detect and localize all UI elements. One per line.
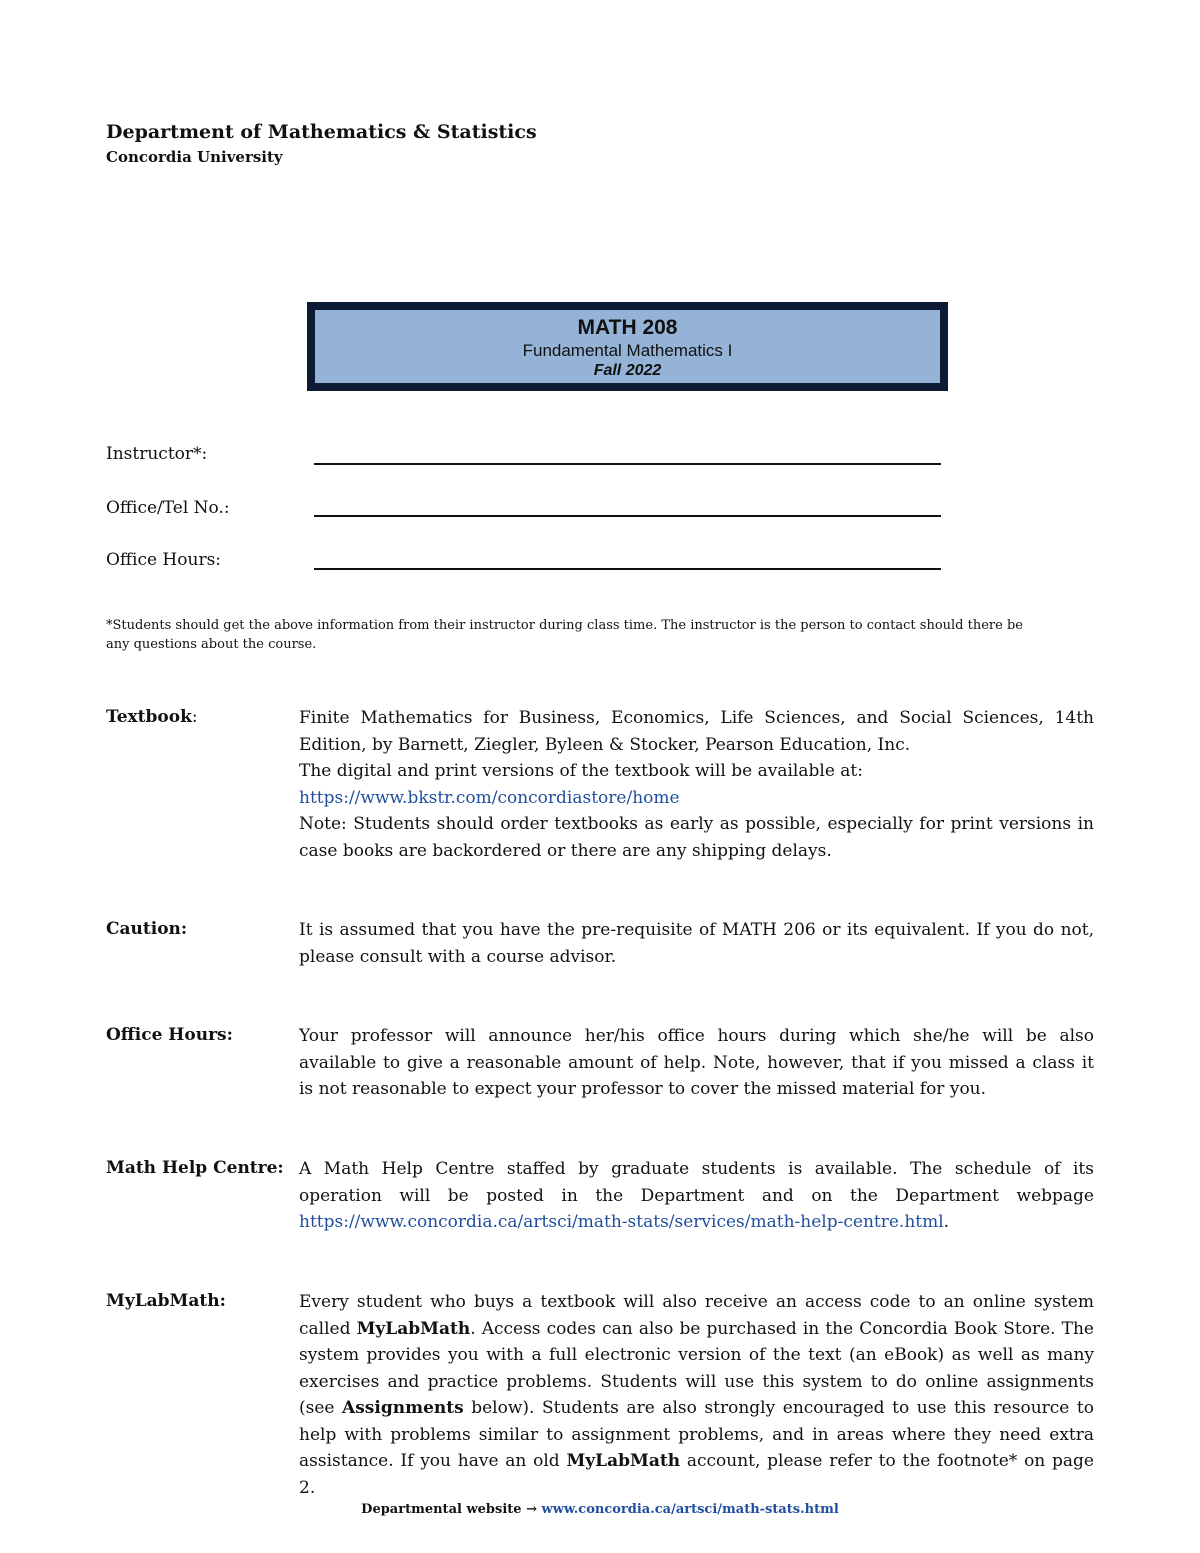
footer-label: Departmental website → bbox=[361, 1502, 537, 1517]
caution-line: please consult with a course advisor. bbox=[299, 946, 617, 967]
textbook-line: Edition, by Barnett, Ziegler, Byleen & Stocker, Pearson Education, Inc. bbox=[299, 734, 911, 755]
mylabmath-bold: MyLabMath bbox=[566, 1451, 681, 1471]
course-name: Fundamental Mathematics I bbox=[522, 341, 733, 360]
mylabmath-line: system provides you with a full electronic version of the text (an eBook) as well as many bbox=[299, 1345, 1094, 1365]
link-suffix: . bbox=[943, 1212, 950, 1232]
mylabmath-line bbox=[299, 1448, 1094, 1501]
textbook-line: The digital and print versions of the textbook will be available at: bbox=[299, 761, 863, 781]
caution-line: It is assumed that you have the pre-requisite of MATH 206 or its equivalent. If you do not, bbox=[299, 920, 1094, 940]
mylabmath-bold: MyLabMath bbox=[356, 1318, 471, 1339]
mylabmath-line bbox=[299, 1316, 1094, 1343]
math-help-line: operation will be posted in the Department and on the Department webpage bbox=[299, 1185, 1094, 1206]
office-hours-heading: Office Hours: bbox=[106, 1025, 233, 1045]
course-code: MATH 208 bbox=[577, 316, 678, 339]
caution-label: Caution: bbox=[106, 919, 188, 939]
math-help-line bbox=[299, 1209, 1094, 1236]
info-footnote bbox=[106, 616, 1086, 654]
caution-body bbox=[299, 917, 1094, 970]
office-hours-blank-line bbox=[314, 568, 941, 570]
department-name: Department of Mathematics & Statistics bbox=[106, 121, 537, 143]
instructor-label: Instructor*: bbox=[106, 444, 208, 464]
math-help-centre-link[interactable]: https://www.concordia.ca/artsci/math-stats/services/math-help-centre.html bbox=[299, 1212, 944, 1232]
mylabmath-body bbox=[299, 1289, 1094, 1501]
textbook-line: Finite Mathematics for Business, Economics, Life Sciences, and Social Sciences, 14th bbox=[299, 708, 1094, 728]
bookstore-link[interactable]: https://www.bkstr.com/concordiastore/home bbox=[299, 787, 680, 808]
mylabmath-line: exercises and practice problems. Students will use this system to do online assignments bbox=[299, 1371, 1094, 1392]
course-term: Fall 2022 bbox=[593, 362, 662, 379]
office-hours-label: Office Hours: bbox=[106, 550, 222, 570]
course-title-box bbox=[307, 302, 948, 391]
instructor-blank-line bbox=[314, 463, 941, 465]
text-fragment: below). Students are also strongly encouraged to use this resource to bbox=[463, 1398, 1094, 1418]
mylabmath-heading: MyLabMath: bbox=[106, 1291, 226, 1311]
office-tel-blank-line bbox=[314, 515, 941, 517]
textbook-line bbox=[299, 785, 1094, 812]
office-hours-body bbox=[299, 1023, 1094, 1103]
textbook-line: Note: Students should order textbooks as early as possible, especially for print versions in bbox=[299, 814, 1094, 834]
textbook-line: case books are backordered or there are any shipping delays. bbox=[299, 840, 832, 861]
textbook-body bbox=[299, 705, 1094, 864]
math-help-heading: Math Help Centre: bbox=[106, 1158, 284, 1178]
mylabmath-line bbox=[299, 1395, 1094, 1422]
office-hours-line: is not reasonable to expect your professor to cover the missed material for you. bbox=[299, 1079, 987, 1099]
text-fragment: account, please refer to the footnote* on page 2. bbox=[299, 1451, 1094, 1498]
text-fragment: assistance. If you have an old bbox=[299, 1451, 567, 1471]
math-help-line: A Math Help Centre staffed by graduate students is available. The schedule of its bbox=[299, 1159, 1094, 1179]
page-footer bbox=[0, 1502, 1200, 1517]
text-fragment: (see bbox=[299, 1398, 343, 1418]
course-title-panel bbox=[314, 309, 941, 384]
university-name: Concordia University bbox=[106, 148, 283, 166]
office-tel-label: Office/Tel No.: bbox=[106, 498, 230, 518]
text-fragment: . Access codes can also be purchased in the Concordia Book Store. The bbox=[470, 1318, 1094, 1339]
mylabmath-line: Every student who buys a textbook will also receive an access code to an online system bbox=[299, 1292, 1094, 1312]
office-hours-line: Your professor will announce her/his office hours during which she/he will be also bbox=[299, 1026, 1094, 1046]
office-hours-line: available to give a reasonable amount of help. Note, however, that if you missed a class it bbox=[299, 1052, 1094, 1073]
text-fragment: called bbox=[299, 1318, 357, 1339]
textbook-colon: : bbox=[191, 707, 198, 727]
textbook-label: Textbook bbox=[106, 707, 192, 727]
mylabmath-line: help with problems similar to assignment problems, and in areas where they need extra bbox=[299, 1424, 1094, 1445]
textbook-heading bbox=[106, 707, 198, 727]
department-website-link[interactable]: www.concordia.ca/artsci/math-stats.html bbox=[541, 1502, 839, 1517]
math-help-body bbox=[299, 1156, 1094, 1236]
footnote-line: any questions about the course. bbox=[106, 637, 317, 652]
assignments-bold: Assignments bbox=[342, 1398, 464, 1418]
footnote-line: *Students should get the above information from their instructor during class time. The instructor is the person to contact should there be bbox=[106, 618, 1023, 633]
